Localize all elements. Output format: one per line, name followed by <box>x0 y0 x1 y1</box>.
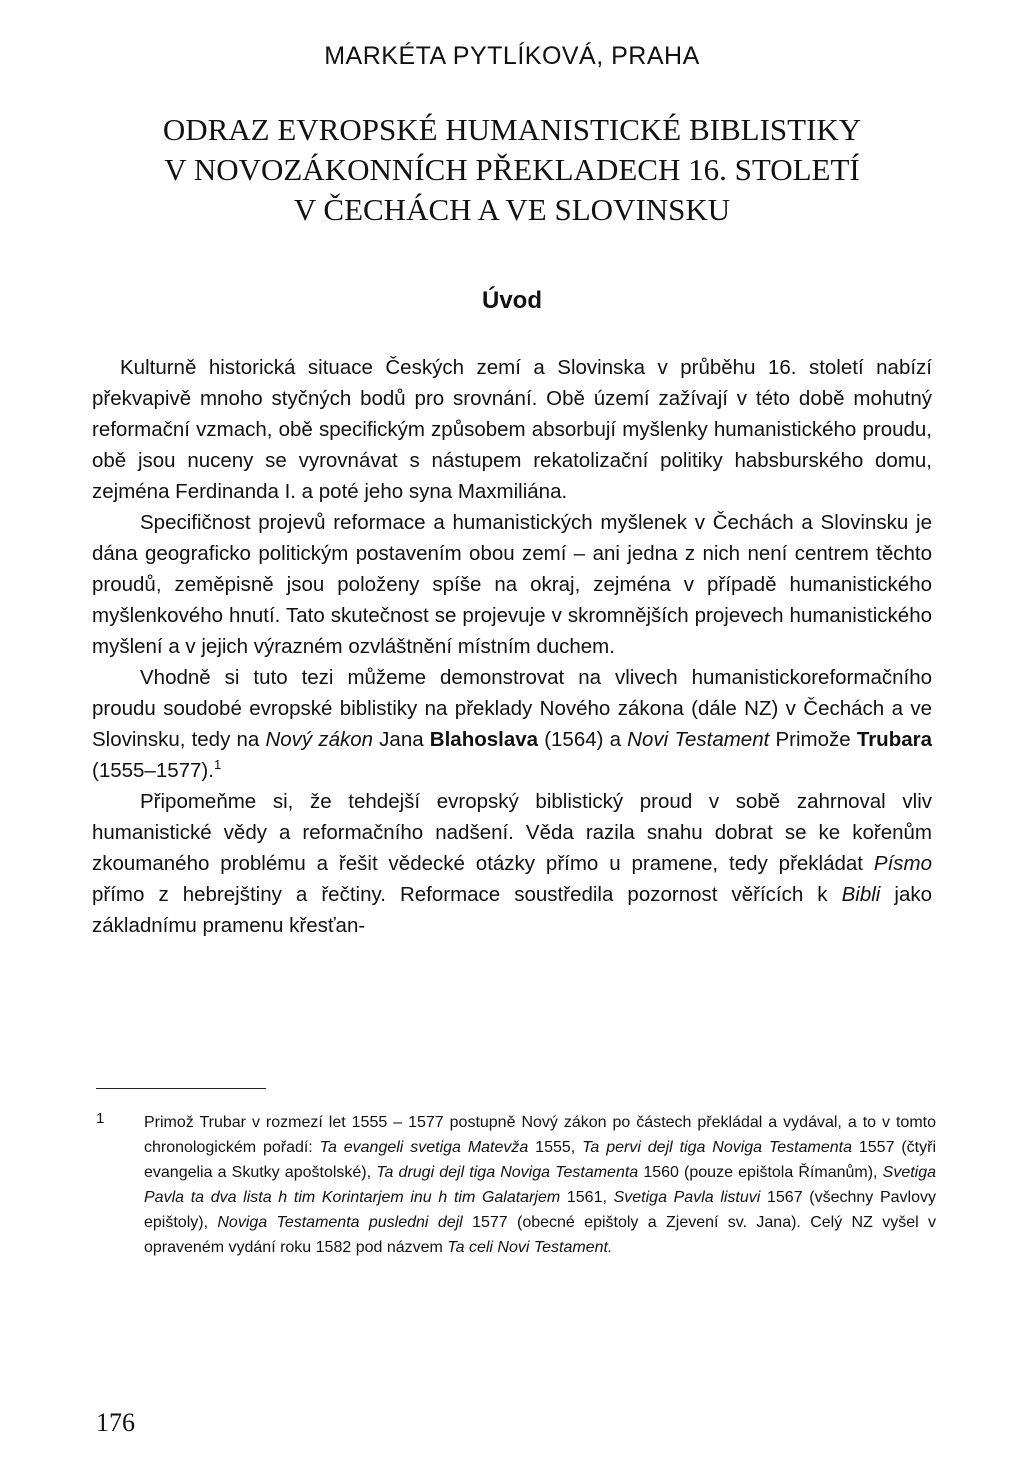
p4-text-e: jako základnímu pramenu křesťan- <box>92 883 932 937</box>
fn-title-7: Ta celi Novi Testament. <box>447 1239 613 1256</box>
title-line-2: V NOVOZÁKONNÍCH PŘEKLADECH 16. STOLETÍ <box>164 152 860 187</box>
p3-text-i: (1555–1577). <box>92 759 214 782</box>
section-heading: Úvod <box>482 287 542 314</box>
footnote-1 <box>96 1110 936 1260</box>
p3-bold-blahoslav: Blahoslava <box>429 728 539 751</box>
footnote-reference[interactable]: 1 <box>213 757 222 773</box>
fn-title-6: Noviga Testamenta pusledni dejl <box>217 1214 463 1231</box>
fn-text-7: 1577 (obecné epištoly a Zjevení sv. Jana). Celý NZ vyšel v opraveném vydání roku 1582 pod názvem <box>144 1214 937 1256</box>
footnote-marker: 1 <box>96 1110 105 1127</box>
footnote-text <box>144 1110 936 1260</box>
p4-italic-bibli: Bibli <box>841 883 881 906</box>
article-body <box>92 352 932 941</box>
p4-text-a: Připomeňme si, že tehdejší evropský biblistický proud v sobě zahrnoval vliv humanistické vědy a reformačního nadšení. Věda razila snahu dobrat se ke kořenům zkoumaného problému a řešit vědecké otázky přímo u pramene, tedy překládat <box>92 790 932 875</box>
title-line-1: ODRAZ EVROPSKÉ HUMANISTICKÉ BIBLISTIKY <box>162 112 862 147</box>
p3-text-e: (1564) a <box>538 728 628 751</box>
paragraph-1: Kulturně historická situace Českých zemí a Slovinska v průběhu 16. století nabízí překvapivě mnoho styčných bodů pro srovnání. Obě území zažívají v této době mohutný reformační vzmach, obě specifickým způsobem absorbují myšlenky humanistického proudu, obě jsou nuceny se vyrovnávat s nástupem rekatolizační politiky habsburského domu, zejména Ferdinanda I. a poté jeho syna Maxmiliána. <box>92 356 932 503</box>
footnote-separator <box>96 1088 266 1089</box>
fn-title-4: Svetiga Pavla ta dva lista h tim Korintarjem inu h tim Galatarjem <box>144 1164 937 1206</box>
fn-text-3: 1557 (čtyři evangelia a Skutky apoštolské), <box>144 1139 937 1181</box>
fn-title-2: Ta pervi dejl tiga Noviga Testamenta <box>582 1139 852 1156</box>
fn-text-1: Primož Trubar v rozmezí let 1555 – 1577 postupně Nový zákon po částech překládal a vydával, a to v tomto chronologickém pořadí: <box>144 1114 936 1156</box>
fn-title-1: Ta evangeli svetiga Matevža <box>319 1139 529 1156</box>
paragraph-4 <box>92 786 932 941</box>
p3-text-g: Primože <box>769 728 857 751</box>
fn-text-4: 1560 (pouze epištola Římanům), <box>638 1164 883 1181</box>
p4-text-c: přímo z hebrejštiny a řečtiny. Reformace soustředila pozornost věřících k <box>92 883 842 906</box>
fn-text-6: 1567 (všechny Pavlovy epištoly), <box>144 1189 936 1231</box>
paragraph-3 <box>92 662 932 786</box>
title-line-3: V ČECHÁCH A VE SLOVINSKU <box>293 192 731 227</box>
fn-text-5: 1561, <box>560 1189 614 1206</box>
p4-italic-pismo: Písmo <box>873 852 932 875</box>
fn-title-5: Svetiga Pavla listuvi <box>613 1189 761 1206</box>
p3-bold-trubar: Trubara <box>856 728 933 751</box>
paragraph-2: Specifičnost projevů reformace a humanistických myšlenek v Čechách a Slovinsku je dána geograficko politickým postavením obou zemí – ani jedna z nich není centrem těchto proudů, zeměpisně jsou položeny spíše na okraj, zejména v případě humanistického myšlenkového hnutí. Tato skutečnost se projevuje v skromnějších projevech humanistického myšlení a v jejich výrazném ozvláštnění místním duchem. <box>92 511 932 658</box>
p3-italic-novi-testament: Novi Testament <box>627 728 770 751</box>
article-title <box>60 110 964 230</box>
fn-title-3: Ta drugi dejl tiga Noviga Testamenta <box>376 1164 639 1181</box>
fn-text-2: 1555, <box>528 1139 583 1156</box>
p3-text-c: Jana <box>373 728 430 751</box>
running-header-author: MARKÉTA PYTLÍKOVÁ, PRAHA <box>324 42 700 70</box>
p3-italic-novy-zakon: Nový zákon <box>265 728 374 751</box>
p3-text-a: Vhodně si tuto tezi můžeme demonstrovat na vlivech humanistickoreformačního proudu soudobé evropské biblistiky na překlady Nového zákona (dále NZ) v Čechách a ve Slovinsku, tedy na <box>92 666 932 751</box>
page-number: 176 <box>96 1408 135 1437</box>
